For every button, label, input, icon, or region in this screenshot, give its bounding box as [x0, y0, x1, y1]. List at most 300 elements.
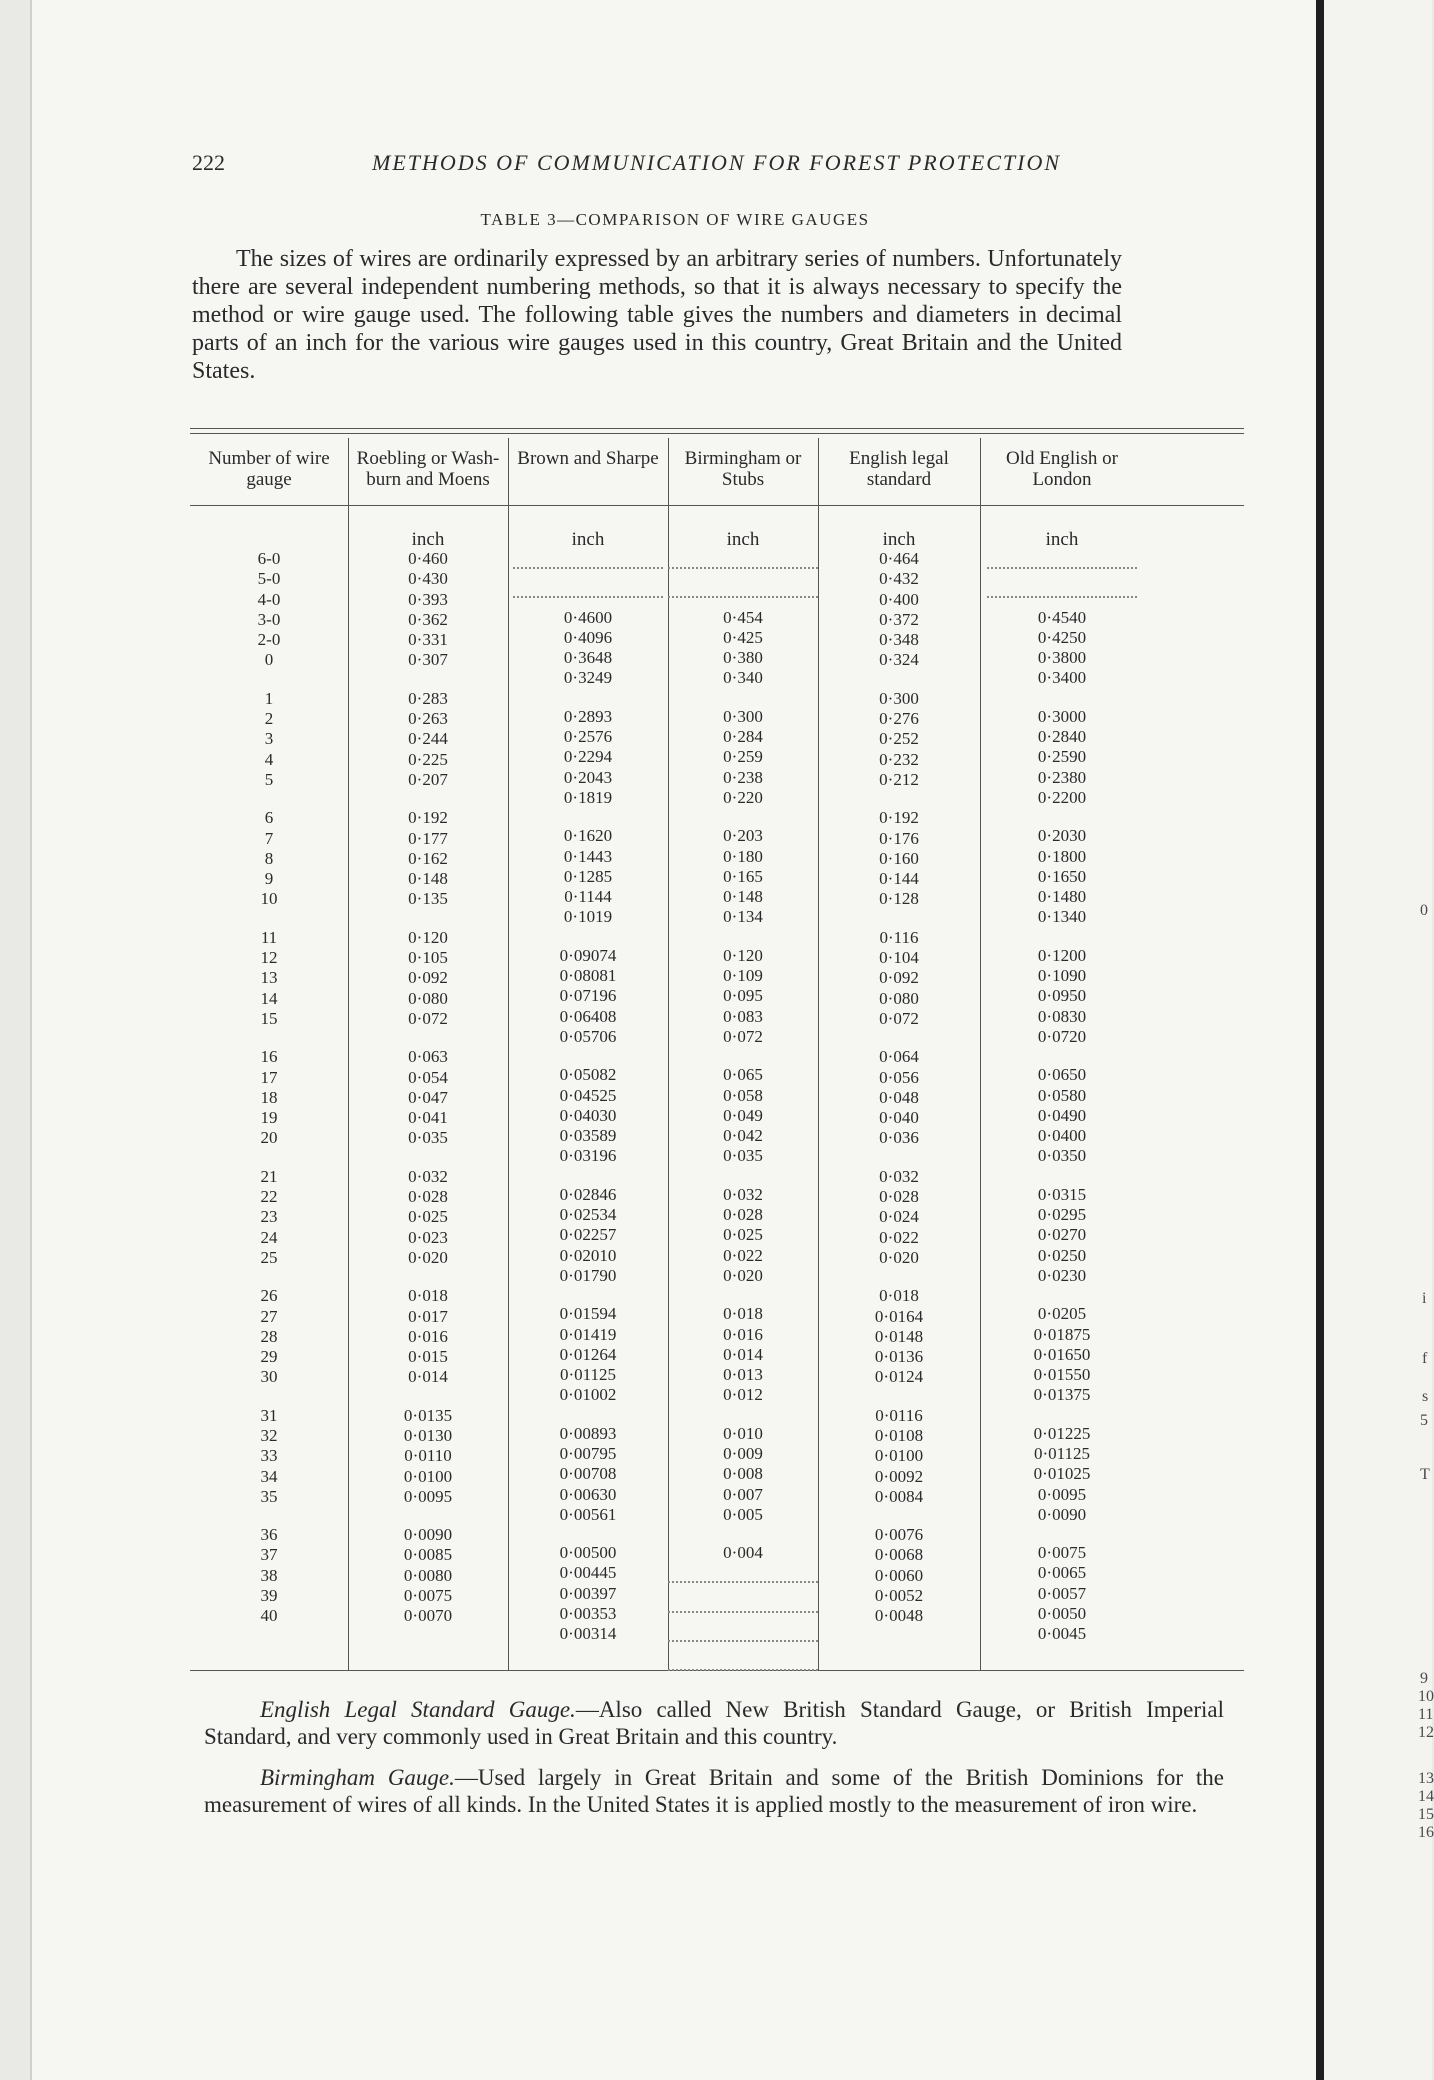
diameter-cell: 0·01790	[559, 1265, 617, 1285]
column-roebling	[348, 530, 508, 1627]
diameter-cell: 0·017	[408, 1306, 448, 1326]
gauge-number-cell: 13	[260, 968, 278, 988]
diameter-cell: 0·00353	[559, 1604, 617, 1624]
diameter-cell: 0·165	[723, 866, 763, 886]
diameter-cell: 0·0057	[1037, 1583, 1087, 1603]
diameter-cell: 0·09074	[559, 945, 617, 965]
diameter-cell: 0·0580	[1037, 1085, 1087, 1105]
diameter-cell: 0·4540	[1037, 607, 1087, 627]
diameter-cell	[668, 587, 818, 607]
diameter-cell: 0·041	[408, 1108, 448, 1128]
diameter-cell: 0·348	[879, 630, 919, 650]
empty-leader-dots	[668, 1660, 818, 1671]
diameter-cell: 0·0490	[1037, 1105, 1087, 1125]
diameter-cell: 0·048	[879, 1087, 919, 1107]
diameter-cell: 0·01264	[559, 1344, 617, 1364]
gauge-number-cell: 0	[264, 650, 274, 670]
gauge-number-cell: 24	[260, 1227, 278, 1247]
diameter-cell: 0·009	[723, 1443, 763, 1463]
diameter-cell: 0·02010	[559, 1245, 617, 1265]
group-gap	[980, 928, 1144, 946]
diameter-cell: 0·0950	[1037, 986, 1087, 1006]
diameter-cell	[668, 1631, 818, 1651]
column-birmingham	[668, 530, 818, 1681]
diameter-cell: 0·176	[879, 828, 919, 848]
diameter-cell: 0·1620	[563, 826, 613, 846]
diameter-cell: 0·259	[723, 747, 763, 767]
group-gap	[508, 1406, 668, 1424]
group-gap	[508, 808, 668, 826]
diameter-cell: 0·207	[408, 769, 448, 789]
diameter-cell: 0·0048	[874, 1606, 924, 1626]
diameter-cell: 0·0135	[403, 1405, 453, 1425]
diameter-cell: 0·220	[723, 787, 763, 807]
diameter-cell: 0·01375	[1033, 1385, 1091, 1405]
diameter-cell: 0·072	[879, 1008, 919, 1028]
facing-page-fragment: 14	[1418, 1788, 1434, 1805]
note-text: —Also called New British Standard Gauge, or British Imperial Standard, and very commonly used in Great Britain and this country.	[204, 1697, 1224, 1749]
diameter-cell: 0·0130	[403, 1425, 453, 1445]
diameter-cell: 0·014	[408, 1367, 448, 1387]
diameter-cell: 0·430	[408, 569, 448, 589]
unit-label: inch	[726, 529, 760, 550]
diameter-cell: 0·06408	[559, 1006, 617, 1026]
diameter-cell: 0·1340	[1037, 907, 1087, 927]
diameter-cell: 0·2576	[563, 727, 613, 747]
diameter-cell: 0·092	[879, 968, 919, 988]
diameter-cell: 0·032	[879, 1166, 919, 1186]
diameter-cell: 0·03196	[559, 1146, 617, 1166]
group-gap	[190, 671, 348, 689]
group-gap	[348, 790, 508, 808]
gauge-number-cell: 3-0	[257, 609, 281, 629]
gauge-number-cell: 6	[264, 808, 274, 828]
group-gap	[508, 1047, 668, 1065]
diameter-cell: 0·0315	[1037, 1184, 1087, 1204]
gauge-number-cell: 36	[260, 1525, 278, 1545]
diameter-cell: 0·042	[723, 1126, 763, 1146]
diameter-cell: 0·120	[723, 945, 763, 965]
diameter-cell: 0·0720	[1037, 1026, 1087, 1046]
diameter-cell: 0·425	[723, 627, 763, 647]
diameter-cell: 0·0164	[874, 1306, 924, 1326]
diameter-cell: 0·0205	[1037, 1304, 1087, 1324]
diameter-cell: 0·0148	[874, 1326, 924, 1346]
diameter-cell: 0·022	[879, 1227, 919, 1247]
diameter-cell: 0·02257	[559, 1225, 617, 1245]
group-gap	[348, 1149, 508, 1167]
diameter-cell: 0·1800	[1037, 846, 1087, 866]
gauge-number-cell: 39	[260, 1586, 278, 1606]
unit-label	[190, 530, 348, 549]
diameter-cell: 0·464	[879, 549, 919, 568]
unit-label: inch	[571, 529, 605, 550]
diameter-cell: 0·393	[408, 589, 448, 609]
diameter-cell: 0·0295	[1037, 1205, 1087, 1225]
diameter-cell: 0·0045	[1037, 1624, 1087, 1644]
gauge-number-cell: 16	[260, 1047, 278, 1067]
diameter-cell: 0·263	[408, 709, 448, 729]
facing-page-fragment: 5	[1420, 1412, 1428, 1429]
gauge-number-cell: 34	[260, 1466, 278, 1486]
diameter-cell: 0·00445	[559, 1563, 617, 1583]
diameter-cell: 0·3000	[1037, 706, 1087, 726]
diameter-cell: 0·08081	[559, 966, 617, 986]
facing-page-edge	[1324, 0, 1432, 2080]
empty-leader-dots	[987, 558, 1137, 569]
diameter-cell	[980, 587, 1144, 607]
diameter-cell: 0·05082	[559, 1065, 617, 1085]
group-gap	[818, 1029, 980, 1047]
gauge-number-cell: 33	[260, 1446, 278, 1466]
diameter-cell: 0·1200	[1037, 945, 1087, 965]
diameter-cell: 0·0075	[403, 1586, 453, 1606]
diameter-cell: 0·063	[408, 1047, 448, 1067]
gauge-number-cell: 2-0	[257, 630, 281, 650]
diameter-cell: 0·192	[408, 808, 448, 828]
diameter-cell: 0·1019	[563, 907, 613, 927]
diameter-cell: 0·232	[879, 749, 919, 769]
group-gap	[980, 1047, 1144, 1065]
diameter-cell: 0·028	[723, 1205, 763, 1225]
diameter-cell: 0·02846	[559, 1184, 617, 1204]
diameter-cell: 0·080	[879, 988, 919, 1008]
diameter-cell: 0·0085	[403, 1545, 453, 1565]
diameter-cell: 0·0060	[874, 1565, 924, 1585]
diameter-cell: 0·203	[723, 826, 763, 846]
gauge-number-cell: 8	[264, 848, 274, 868]
diameter-cell: 0·2294	[563, 747, 613, 767]
diameter-cell	[508, 558, 668, 578]
diameter-cell: 0·0065	[1037, 1563, 1087, 1583]
diameter-cell: 0·0108	[874, 1425, 924, 1445]
diameter-cell: 0·135	[408, 889, 448, 909]
diameter-cell: 0·1650	[1037, 866, 1087, 886]
facing-page-fragment: 13	[1418, 1770, 1434, 1787]
diameter-cell: 0·0136	[874, 1347, 924, 1367]
note-english-legal	[204, 1696, 1224, 1750]
table-top-rule	[190, 428, 1244, 429]
diameter-cell: 0·362	[408, 609, 448, 629]
diameter-cell: 0·035	[408, 1128, 448, 1148]
gauge-number-cell: 4-0	[257, 589, 281, 609]
diameter-cell: 0·020	[723, 1265, 763, 1285]
diameter-cell: 0·072	[723, 1026, 763, 1046]
gauge-number-cell: 25	[260, 1247, 278, 1267]
diameter-cell: 0·016	[723, 1324, 763, 1344]
diameter-cell: 0·0250	[1037, 1245, 1087, 1265]
diameter-cell: 0·025	[723, 1225, 763, 1245]
group-gap	[980, 1286, 1144, 1304]
diameter-cell: 0·0270	[1037, 1225, 1087, 1245]
facing-page-fragment: 15	[1418, 1806, 1434, 1823]
diameter-cell	[980, 558, 1144, 578]
diameter-cell: 0·01875	[1033, 1324, 1091, 1344]
group-gap	[668, 928, 818, 946]
diameter-cell: 0·01025	[1033, 1464, 1091, 1484]
diameter-cell: 0·4600	[563, 607, 613, 627]
diameter-cell: 0·018	[723, 1304, 763, 1324]
diameter-cell: 0·128	[879, 889, 919, 909]
group-gap	[668, 1525, 818, 1543]
diameter-cell	[668, 1602, 818, 1622]
diameter-cell: 0·1144	[564, 887, 612, 907]
group-gap	[980, 689, 1144, 707]
diameter-cell: 0·0110	[404, 1446, 452, 1466]
facing-page-fragment: 9	[1420, 1670, 1428, 1687]
diameter-cell: 0·109	[723, 966, 763, 986]
diameter-cell: 0·0350	[1037, 1146, 1087, 1166]
diameter-cell: 0·0124	[874, 1367, 924, 1387]
group-gap	[508, 689, 668, 707]
group-gap	[190, 1149, 348, 1167]
gauge-number-cell: 15	[260, 1008, 278, 1028]
diameter-cell: 0·00893	[559, 1423, 617, 1443]
group-gap	[508, 1525, 668, 1543]
diameter-cell: 0·372	[879, 609, 919, 629]
note-term: English Legal Standard Gauge.	[260, 1697, 576, 1722]
diameter-cell: 0·0095	[1037, 1484, 1087, 1504]
facing-page-fragment: f	[1422, 1350, 1428, 1367]
group-gap	[348, 1029, 508, 1047]
group-gap	[508, 1286, 668, 1304]
diameter-cell: 0·4250	[1037, 627, 1087, 647]
diameter-cell: 0·0230	[1037, 1265, 1087, 1285]
diameter-cell: 0·331	[408, 630, 448, 650]
group-gap	[818, 790, 980, 808]
diameter-cell: 0·134	[723, 907, 763, 927]
diameter-cell: 0·01550	[1033, 1365, 1091, 1385]
note-birmingham	[204, 1764, 1224, 1818]
diameter-cell: 0·238	[723, 767, 763, 787]
column-old-english	[980, 530, 1144, 1645]
gauge-number-cell: 12	[260, 948, 278, 968]
group-gap	[668, 1047, 818, 1065]
gauge-number-cell: 38	[260, 1565, 278, 1585]
gauge-number-cell: 18	[260, 1087, 278, 1107]
gauge-number-cell: 40	[260, 1606, 278, 1626]
diameter-cell: 0·02534	[559, 1205, 617, 1225]
diameter-cell: 0·035	[723, 1146, 763, 1166]
diameter-cell: 0·083	[723, 1006, 763, 1026]
diameter-cell: 0·01225	[1033, 1423, 1091, 1443]
diameter-cell	[508, 587, 668, 607]
diameter-cell: 0·0092	[874, 1466, 924, 1486]
diameter-cell: 0·276	[879, 709, 919, 729]
diameter-cell: 0·007	[723, 1484, 763, 1504]
diameter-cell: 0·00561	[559, 1504, 617, 1524]
group-gap	[818, 671, 980, 689]
empty-leader-dots	[668, 587, 818, 598]
book-page	[30, 0, 1318, 2080]
empty-leader-dots	[668, 1572, 818, 1583]
gauge-number-cell: 1	[264, 688, 274, 708]
diameter-cell: 0·212	[879, 769, 919, 789]
gauge-number-cell: 20	[260, 1128, 278, 1148]
wire-gauge-table	[190, 428, 1244, 1671]
header-old-english: Old English or London	[1006, 448, 1118, 490]
diameter-cell: 0·064	[879, 1047, 919, 1067]
facing-page-fragment: 10	[1418, 1688, 1434, 1705]
facing-page-fragment: 12	[1418, 1724, 1434, 1741]
diameter-cell: 0·300	[723, 706, 763, 726]
group-gap	[348, 671, 508, 689]
diameter-cell: 0·072	[408, 1008, 448, 1028]
group-gap	[190, 1507, 348, 1525]
diameter-cell: 0·1285	[563, 866, 613, 886]
gauge-number-cell: 14	[260, 988, 278, 1008]
diameter-cell: 0·015	[408, 1347, 448, 1367]
empty-leader-dots	[513, 558, 663, 569]
diameter-cell: 0·0052	[874, 1586, 924, 1606]
diameter-cell: 0·010	[723, 1423, 763, 1443]
group-gap	[348, 1388, 508, 1406]
diameter-cell: 0·047	[408, 1087, 448, 1107]
diameter-cell: 0·056	[879, 1067, 919, 1087]
column-brown-sharpe	[508, 530, 668, 1645]
gauge-number-cell: 23	[260, 1207, 278, 1227]
gauge-number-cell: 28	[260, 1326, 278, 1346]
diameter-cell: 0·008	[723, 1464, 763, 1484]
empty-leader-dots	[987, 587, 1137, 598]
group-gap	[818, 1149, 980, 1167]
diameter-cell: 0·454	[723, 607, 763, 627]
group-gap	[818, 1507, 980, 1525]
gauge-number-cell: 29	[260, 1347, 278, 1367]
group-gap	[668, 808, 818, 826]
diameter-cell: 0·022	[723, 1245, 763, 1265]
diameter-cell: 0·032	[723, 1184, 763, 1204]
diameter-cell: 0·01125	[1033, 1443, 1091, 1463]
gauge-number-cell: 31	[260, 1405, 278, 1425]
gauge-number-cell: 30	[260, 1367, 278, 1387]
group-gap	[668, 1286, 818, 1304]
diameter-cell: 0·018	[408, 1286, 448, 1306]
unit-label: inch	[882, 529, 916, 550]
diameter-cell: 0·005	[723, 1504, 763, 1524]
diameter-cell: 0·092	[408, 968, 448, 988]
page-number: 222	[192, 150, 225, 175]
diameter-cell: 0·144	[879, 869, 919, 889]
diameter-cell: 0·028	[879, 1187, 919, 1207]
gauge-number-cell: 7	[264, 828, 274, 848]
diameter-cell: 0·300	[879, 688, 919, 708]
gauge-number-cell: 2	[264, 709, 274, 729]
diameter-cell: 0·1443	[563, 846, 613, 866]
diameter-cell: 0·00795	[559, 1443, 617, 1463]
column-gauge-number	[190, 530, 348, 1627]
diameter-cell	[668, 558, 818, 578]
diameter-cell: 0·01125	[559, 1365, 617, 1385]
gauge-number-cell: 37	[260, 1545, 278, 1565]
gauge-notes	[204, 1696, 1224, 1832]
header-english-legal: English legal standard	[849, 448, 949, 490]
gauge-number-cell: 3	[264, 729, 274, 749]
diameter-cell: 0·2043	[563, 767, 613, 787]
gauge-number-cell: 10	[260, 889, 278, 909]
group-gap	[818, 1388, 980, 1406]
facing-page-fragment: 16	[1418, 1824, 1434, 1841]
diameter-cell: 0·3400	[1037, 668, 1087, 688]
diameter-cell: 0·065	[723, 1065, 763, 1085]
diameter-cell: 0·252	[879, 729, 919, 749]
diameter-cell: 0·0650	[1037, 1065, 1087, 1085]
diameter-cell: 0·025	[408, 1207, 448, 1227]
diameter-cell: 0·284	[723, 727, 763, 747]
note-term: Birmingham Gauge.	[260, 1765, 455, 1790]
facing-page-fragment: i	[1422, 1290, 1427, 1307]
gauge-number-cell: 6-0	[257, 549, 281, 568]
header-birmingham: Birmingham or Stubs	[684, 448, 802, 490]
group-gap	[190, 1029, 348, 1047]
diameter-cell: 0·020	[879, 1247, 919, 1267]
gauge-number-cell: 9	[264, 869, 274, 889]
intro-paragraph	[192, 245, 1122, 385]
facing-page-fragment: T	[1420, 1466, 1430, 1483]
diameter-cell: 0·380	[723, 648, 763, 668]
gauge-number-cell: 19	[260, 1108, 278, 1128]
diameter-cell: 0·036	[879, 1128, 919, 1148]
diameter-cell: 0·192	[879, 808, 919, 828]
diameter-cell: 0·148	[723, 887, 763, 907]
diameter-cell: 0·04030	[559, 1105, 617, 1125]
diameter-cell	[668, 1660, 818, 1680]
running-head-title: METHODS OF COMMUNICATION FOR FOREST PROTECTION	[372, 150, 1062, 175]
diameter-cell: 0·032	[408, 1166, 448, 1186]
diameter-cell: 0·0100	[874, 1446, 924, 1466]
header-roebling: Roebling or Wash-burn and Moens	[356, 448, 500, 490]
diameter-cell: 0·014	[723, 1344, 763, 1364]
diameter-cell: 0·040	[879, 1108, 919, 1128]
diameter-cell: 0·0084	[874, 1486, 924, 1506]
diameter-cell: 0·104	[879, 948, 919, 968]
gauge-number-cell: 17	[260, 1067, 278, 1087]
diameter-cell: 0·00630	[559, 1484, 617, 1504]
diameter-cell: 0·049	[723, 1105, 763, 1125]
group-gap	[980, 1167, 1144, 1185]
group-gap	[348, 1268, 508, 1286]
diameter-cell: 0·018	[879, 1286, 919, 1306]
diameter-cell: 0·2840	[1037, 727, 1087, 747]
diameter-cell: 0·3648	[563, 648, 613, 668]
gauge-number-cell: 26	[260, 1286, 278, 1306]
group-gap	[190, 790, 348, 808]
diameter-cell: 0·01002	[559, 1385, 617, 1405]
diameter-cell: 0·080	[408, 988, 448, 1008]
diameter-cell: 0·07196	[559, 986, 617, 1006]
diameter-cell: 0·0095	[403, 1486, 453, 1506]
diameter-cell: 0·1819	[563, 787, 613, 807]
diameter-cell: 0·0068	[874, 1545, 924, 1565]
diameter-cell: 0·020	[408, 1247, 448, 1267]
diameter-cell: 0·0076	[874, 1525, 924, 1545]
diameter-cell: 0·180	[723, 846, 763, 866]
group-gap	[818, 1268, 980, 1286]
header-brown-sharpe: Brown and Sharpe	[517, 448, 659, 469]
diameter-cell: 0·0080	[403, 1565, 453, 1585]
diameter-cell: 0·03589	[559, 1126, 617, 1146]
table-top-rule-2	[190, 433, 1244, 434]
diameter-cell: 0·3800	[1037, 648, 1087, 668]
diameter-cell: 0·00708	[559, 1464, 617, 1484]
group-gap	[508, 928, 668, 946]
gauge-number-cell: 11	[260, 927, 278, 947]
diameter-cell: 0·01650	[1033, 1344, 1091, 1364]
empty-leader-dots	[668, 1602, 818, 1613]
diameter-cell: 0·116	[879, 927, 919, 947]
diameter-cell: 0·013	[723, 1365, 763, 1385]
diameter-cell: 0·307	[408, 650, 448, 670]
